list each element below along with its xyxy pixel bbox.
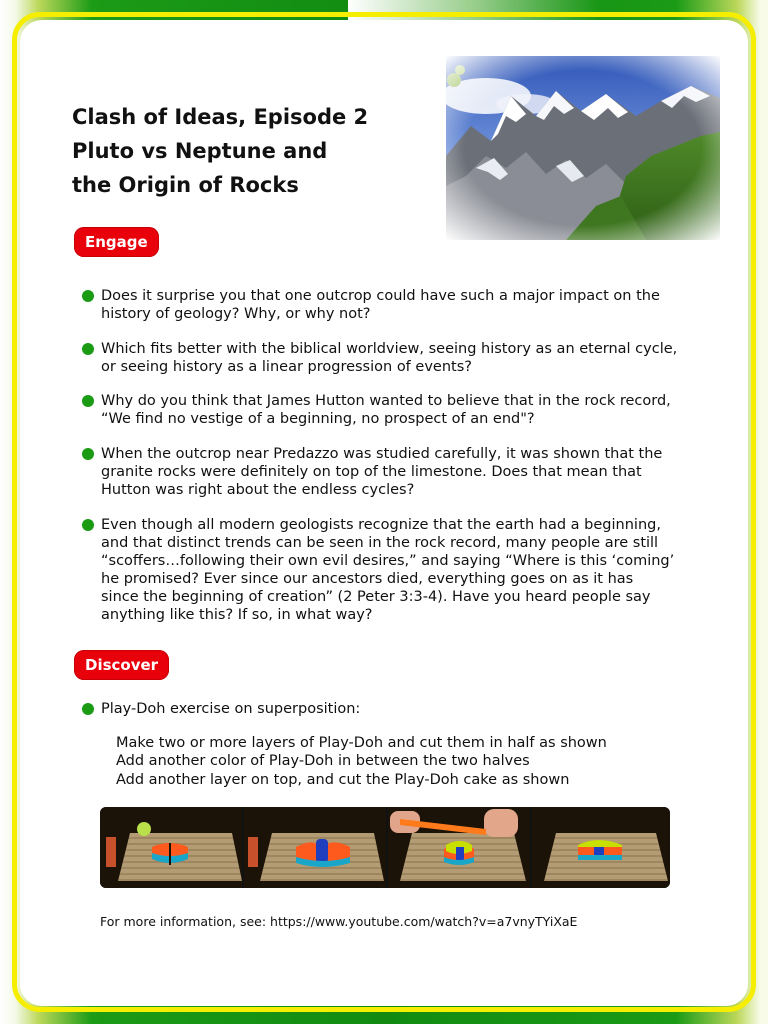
bullet-dot-icon: [82, 703, 94, 715]
play-doh-frame-1: [100, 807, 242, 888]
engage-bullet-5: [82, 516, 702, 624]
engage-bullet-1: [82, 287, 702, 323]
bullet-line: he promised? Ever since our ancestors died, everything goes on as it has: [101, 571, 634, 587]
bullet-line: Hutton was right about the endless cycles?: [101, 482, 415, 498]
bullet-line: granite rocks were definitely on top of the limestone. Does that mean that: [101, 464, 642, 480]
step-1: Make two or more layers of Play-Doh and cut them in half as shown: [116, 735, 607, 751]
bullet-dot-icon: [82, 343, 94, 355]
step-2: Add another color of Play-Doh in between the two halves: [116, 753, 530, 769]
bullet-dot-icon: [82, 290, 94, 302]
bullet-line: Does it surprise you that one outcrop could have such a major impact on the: [101, 288, 660, 304]
bullet-line: Why do you think that James Hutton wanted to believe that in the rock record,: [101, 393, 671, 409]
bullet-line: since the beginning of creation” (2 Peter 3:3-4). Have you heard people say: [101, 589, 651, 605]
bullet-dot-icon: [82, 448, 94, 460]
engage-bullet-2: [82, 340, 702, 376]
page-title: [72, 100, 432, 202]
mountain-photo: [446, 56, 720, 240]
play-doh-frame-4: [532, 807, 670, 888]
bullet-line: Even though all modern geologists recognize that the earth had a beginning,: [101, 517, 661, 533]
title-line-3: the Origin of Rocks: [72, 173, 299, 197]
bullet-line: Which fits better with the biblical worldview, seeing history as an eternal cycle,: [101, 341, 678, 357]
engage-bullet-4: [82, 445, 702, 499]
bullet-dot-icon: [82, 395, 94, 407]
bullet-line: Play-Doh exercise on superposition:: [101, 701, 361, 717]
play-doh-steps-photo: [100, 807, 670, 888]
bullet-line: When the outcrop near Predazzo was studied carefully, it was shown that the: [101, 446, 663, 462]
bullet-dot-icon: [82, 519, 94, 531]
title-line-1: Clash of Ideas, Episode 2: [72, 105, 369, 129]
play-doh-frame-3: [388, 807, 530, 888]
bullet-line: anything like this? If so, in what way?: [101, 607, 373, 623]
play-doh-frame-2: [244, 807, 386, 888]
bullet-line: and that distinct trends can be seen in the rock record, many people are still: [101, 535, 659, 551]
bullet-line: history of geology? Why, or why not?: [101, 306, 371, 322]
bullet-line: “scoffers…following their own evil desires,” and saying “Where is this ‘coming’: [101, 553, 675, 569]
footer-reference: For more information, see: https://www.youtube.com/watch?v=a7vnyTYiXaE: [100, 914, 578, 929]
discover-bullet: [82, 700, 702, 718]
engage-label: Engage: [74, 227, 159, 257]
title-line-2: Pluto vs Neptune and: [72, 139, 328, 163]
engage-bullet-3: [82, 392, 702, 428]
discover-label: Discover: [74, 650, 169, 680]
bullet-line: or seeing history as a linear progression of events?: [101, 359, 472, 375]
step-3: Add another layer on top, and cut the Play-Doh cake as shown: [116, 772, 570, 788]
bullet-line: “We find no vestige of a beginning, no prospect of an end"?: [101, 411, 535, 427]
